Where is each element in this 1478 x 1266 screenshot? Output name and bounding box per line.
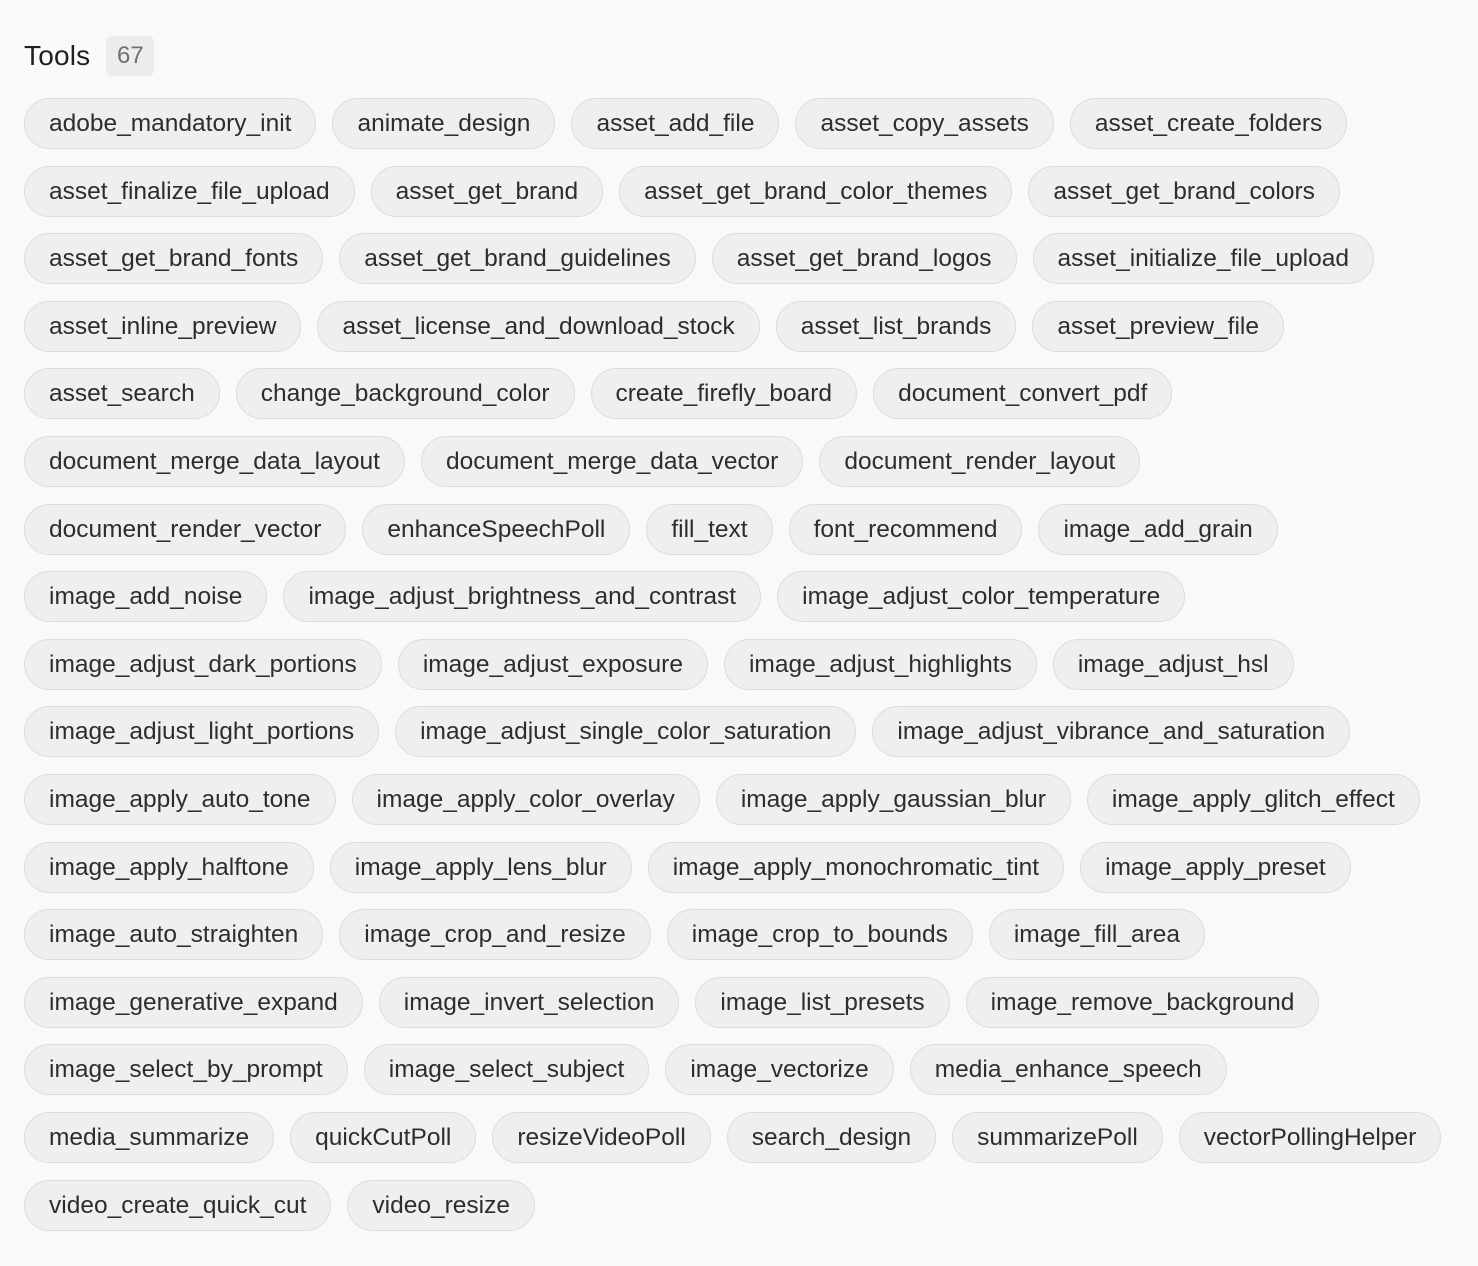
tools-title: Tools bbox=[24, 40, 91, 71]
tool-chip[interactable]: image_apply_glitch_effect bbox=[1087, 774, 1420, 825]
tool-chip[interactable]: video_resize bbox=[347, 1180, 535, 1231]
tool-chip[interactable]: asset_get_brand_color_themes bbox=[619, 166, 1012, 217]
tool-chip[interactable]: enhanceSpeechPoll bbox=[362, 504, 630, 555]
tool-chip[interactable]: document_merge_data_vector bbox=[421, 436, 803, 487]
tool-chip[interactable]: image_adjust_color_temperature bbox=[777, 571, 1185, 622]
tool-chip[interactable]: font_recommend bbox=[789, 504, 1023, 555]
tool-chip[interactable]: image_remove_background bbox=[966, 977, 1320, 1028]
tool-chip[interactable]: image_apply_preset bbox=[1080, 842, 1351, 893]
tool-chip[interactable]: video_create_quick_cut bbox=[24, 1180, 331, 1231]
tool-chip[interactable]: document_render_vector bbox=[24, 504, 346, 555]
tool-chip[interactable]: media_enhance_speech bbox=[910, 1044, 1227, 1095]
tool-chip[interactable]: image_list_presets bbox=[695, 977, 949, 1028]
tool-chip[interactable]: image_apply_auto_tone bbox=[24, 774, 336, 825]
tool-chip[interactable]: image_adjust_vibrance_and_saturation bbox=[872, 706, 1350, 757]
tool-chip[interactable]: vectorPollingHelper bbox=[1179, 1112, 1441, 1163]
tool-chip[interactable]: change_background_color bbox=[236, 368, 575, 419]
tool-chip[interactable]: asset_add_file bbox=[571, 98, 779, 149]
tool-chip[interactable]: image_apply_lens_blur bbox=[330, 842, 632, 893]
tool-chip[interactable]: fill_text bbox=[646, 504, 772, 555]
tool-chip[interactable]: asset_finalize_file_upload bbox=[24, 166, 355, 217]
tool-chip[interactable]: asset_get_brand bbox=[371, 166, 604, 217]
tools-header bbox=[24, 36, 1478, 76]
tool-chip[interactable]: image_adjust_brightness_and_contrast bbox=[283, 571, 761, 622]
tool-chip[interactable]: asset_get_brand_logos bbox=[712, 233, 1017, 284]
tool-chip[interactable]: image_adjust_dark_portions bbox=[24, 639, 382, 690]
tool-chip[interactable]: animate_design bbox=[332, 98, 555, 149]
tool-chip[interactable]: image_crop_and_resize bbox=[339, 909, 651, 960]
tool-chip[interactable]: asset_copy_assets bbox=[795, 98, 1053, 149]
tool-chip[interactable]: image_adjust_light_portions bbox=[24, 706, 379, 757]
tool-chip[interactable]: asset_create_folders bbox=[1070, 98, 1347, 149]
tool-chip[interactable]: document_convert_pdf bbox=[873, 368, 1172, 419]
tool-chip[interactable]: summarizePoll bbox=[952, 1112, 1163, 1163]
tool-chip[interactable]: create_firefly_board bbox=[591, 368, 858, 419]
tool-chip[interactable]: adobe_mandatory_init bbox=[24, 98, 316, 149]
tool-chip[interactable]: image_fill_area bbox=[989, 909, 1205, 960]
tool-chip[interactable]: asset_license_and_download_stock bbox=[317, 301, 759, 352]
tool-chip[interactable]: image_vectorize bbox=[665, 1044, 893, 1095]
tool-chip[interactable]: image_generative_expand bbox=[24, 977, 363, 1028]
tool-chip[interactable]: image_add_noise bbox=[24, 571, 267, 622]
tool-chip[interactable]: image_apply_halftone bbox=[24, 842, 314, 893]
tool-chip[interactable]: asset_get_brand_guidelines bbox=[339, 233, 696, 284]
tool-chip[interactable]: image_apply_monochromatic_tint bbox=[648, 842, 1064, 893]
tool-chip[interactable]: resizeVideoPoll bbox=[492, 1112, 710, 1163]
tools-count-badge: 67 bbox=[106, 36, 154, 76]
tool-chip[interactable]: asset_search bbox=[24, 368, 220, 419]
tool-chip[interactable]: image_adjust_exposure bbox=[398, 639, 708, 690]
tool-chip[interactable]: image_apply_color_overlay bbox=[352, 774, 700, 825]
tool-chip[interactable]: asset_list_brands bbox=[776, 301, 1017, 352]
tool-chip[interactable]: asset_inline_preview bbox=[24, 301, 301, 352]
tool-chip[interactable]: image_select_by_prompt bbox=[24, 1044, 348, 1095]
tool-chip[interactable]: image_adjust_highlights bbox=[724, 639, 1037, 690]
tool-chip[interactable]: document_merge_data_layout bbox=[24, 436, 405, 487]
tool-chip[interactable]: asset_initialize_file_upload bbox=[1033, 233, 1374, 284]
tool-chip[interactable]: image_auto_straighten bbox=[24, 909, 323, 960]
tool-chip[interactable]: asset_preview_file bbox=[1032, 301, 1284, 352]
tool-chip[interactable]: image_apply_gaussian_blur bbox=[716, 774, 1071, 825]
tool-chip[interactable]: image_crop_to_bounds bbox=[667, 909, 973, 960]
tool-chip[interactable]: image_select_subject bbox=[364, 1044, 650, 1095]
tool-chip[interactable]: image_invert_selection bbox=[379, 977, 680, 1028]
tool-chip[interactable]: search_design bbox=[727, 1112, 936, 1163]
tool-chip[interactable]: document_render_layout bbox=[819, 436, 1140, 487]
tool-chip[interactable]: image_add_grain bbox=[1038, 504, 1277, 555]
tool-chip[interactable]: media_summarize bbox=[24, 1112, 274, 1163]
tool-chip[interactable]: quickCutPoll bbox=[290, 1112, 476, 1163]
tool-chip[interactable]: image_adjust_single_color_saturation bbox=[395, 706, 856, 757]
tool-chip[interactable]: asset_get_brand_colors bbox=[1028, 166, 1340, 217]
tool-chip[interactable]: asset_get_brand_fonts bbox=[24, 233, 323, 284]
tool-chip[interactable]: image_adjust_hsl bbox=[1053, 639, 1294, 690]
tools-chip-list bbox=[24, 98, 1464, 1231]
